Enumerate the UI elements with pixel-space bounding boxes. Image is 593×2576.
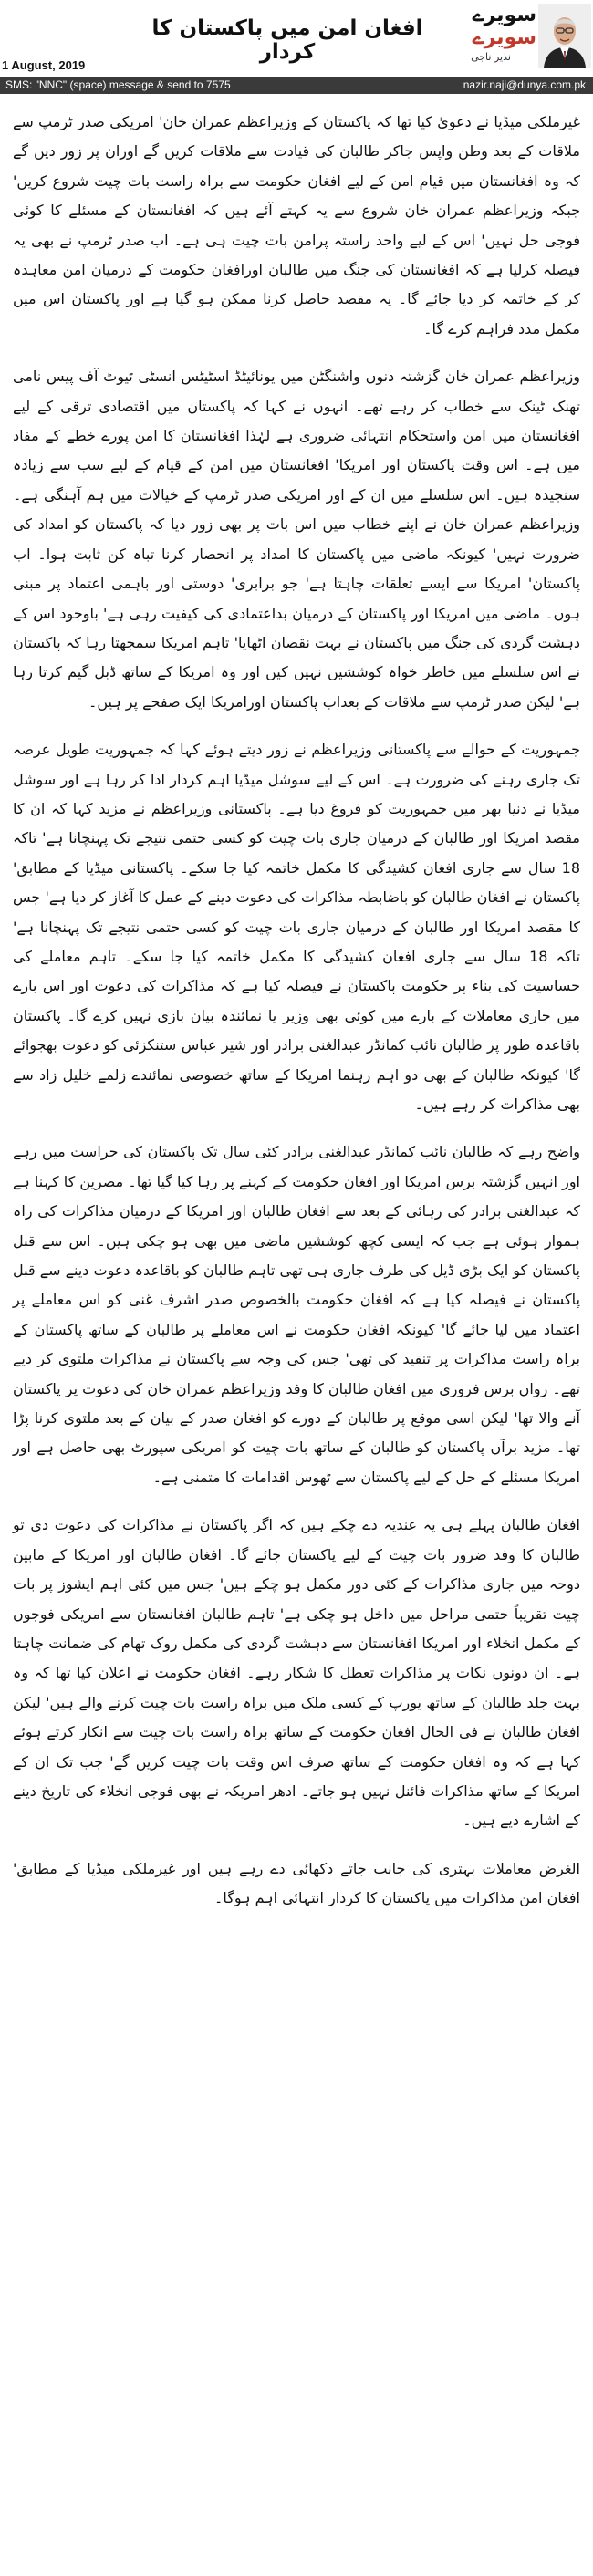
article-paragraph: واضح رہے کہ طالبان نائب کمانڈر عبدالغنی برادر کئی سال تک پاکستان کی حراست میں رہے اور انہیں گزشتہ برس امریکا اور افغان حکومت کے کہنے پر رہا کیا گیا تھا۔ مصرین کا کہنا ہے کہ عبدالغنی برادر کی رہائی کے بعد سے افغان طالبان اور امریکا کے درمیان مذاکرات کی راہ ہموار ہوئی ہے جب کہ ایسی کچھ کوششیں ماضی میں بھی ہو چکی ہیں۔ اس سے قبل پاکستان کو ایک بڑی ڈیل کی طرف جاری ہی تھی تاہم طالبان کو باقاعدہ دعوت دینے سے قبل پاکستان نے فیصلہ کیا ہے کہ افغان حکومت بالخصوص صدر اشرف غنی کو اس معاملے پر اعتماد میں لیا جائے گا' کیونکہ افغان حکومت نے اس معاملے پر طالبان کے ساتھ پاکستان کے براہ راست مذاکرات پر تنقید کی تھی' جس کی وجہ سے پاکستان نے مذاکرات ملتوی کر دیے تھے۔ رواں برس فروری میں افغان طالبان کا وفد وزیراعظم عمران خان کی دعوت پر پاکستان آنے والا تھا' لیکن اسی موقع پر طالبان کے دورے کو افغان صدر کے بیان کے بعد ملتوی کرنا پڑا تھا۔ مزید برآں پاکستان کو طالبان کے ساتھ بات چیت کو امریکی سپورٹ بھی حاصل ہے اور امریکا مسئلے کے حل کے لیے پاکستان سے ٹھوس اقدامات کا متمنی ہے۔ <box>13 1143 580 1486</box>
author-email: nazir.naji@dunya.com.pk <box>463 78 586 91</box>
article-paragraph: جمہوریت کے حوالے سے پاکستانی وزیراعظم نے زور دیتے ہوئے کہا کہ جمہوریت طویل عرصہ تک جاری رہنے کی ضرورت ہے۔ اس کے لیے سوشل میڈیا اہم کردار ادا کر رہا ہے اور سوشل میڈیا نے دنیا بھر میں جمہوریت کو فروغ دیا ہے۔ پاکستانی وزیراعظم نے مزید کہا کہ ان کا مقصد امریکا اور طالبان کے درمیان جاری بات چیت کو کسی حتمی نتیجے تک پہنچانا ہے' تاکہ 18 سال سے جاری افغان کشیدگی کا مکمل خاتمہ کیا جا سکے۔ پاکستانی میڈیا کے مطابق' پاکستان نے افغان طالبان کو باضابطہ مذاکرات کی دعوت دینے کے عمل کا آغاز کر دیا ہے' جس کا مقصد امریکا اور طالبان کے درمیان جاری بات چیت کو کسی حتمی نتیجے تک پہنچانا ہے' تاکہ 18 سال سے جاری افغان کشیدگی کا مکمل خاتمہ کیا جا سکے۔ تاہم معاملے کی حساسیت کی بناء پر حکومت پاکستان نے فیصلہ کیا ہے کہ مذاکرات کی دعوت اور اس بارے میں جاری معاملات کے بارے میں کوئی بھی وزیر یا نمائندہ بیان بازی نہیں کرے گا۔ پاکستان باقاعدہ طور پر طالبان نائب کمانڈر عبدالغنی برادر اور شیر عباس ستنکزئی کو دعوت بھجوائے گا' کیونکہ طالبان کے بھی دو اہم رہنما امریکا کے ساتھ خصوصی نمائندے زلمے خلیل زاد سے بھی مذاکرات کر رہے ہیں۔ <box>13 741 581 1113</box>
article-paragraph: غیرملکی میڈیا نے دعویٰ کیا تھا کہ پاکستان کے وزیراعظم عمران خان' امریکی صدر ٹرمپ سے ملاقات کے بعد وطن واپس جاکر طالبان کی قیادت سے ملاقات کریں گے اوران پر زور دیں گے کہ وہ افغانستان میں قیام امن کے لیے افغان حکومت سے براہ راست بات چیت شروع کریں' جبکہ وزیراعظم عمران خان شروع سے یہ کہتے آئے ہیں کہ افغانستان کے مسئلے کا کوئی فوجی حل نہیں' اس کے لیے واحد راستہ پرامن بات چیت ہی ہے۔ اب صدر ٹرمپ نے بھی یہ فیصلہ کرلیا ہے کہ افغانستان کی جنگ میں طالبان اورافغان حکومت کے درمیان امن معاہدہ کر کے خاتمہ کر دیا جائے گا۔ یہ مقصد حاصل کرنا ممکن ہو گیا ہے اور پاکستان اس میں مکمل مدد فراہم کرے گا۔ <box>13 113 580 338</box>
sms-instruction: SMS: "NNC" (space) message & send to 7575 <box>5 78 231 91</box>
author-name: نذیر ناجی <box>471 51 511 63</box>
article-paragraph: افغان طالبان پہلے ہی یہ عندیہ دے چکے ہیں کہ اگر پاکستان نے مذاکرات کی دعوت دی تو طالبان کا وفد ضرور بات چیت کے لیے پاکستان جائے گا۔ افغان طالبان اور امریکا کے مابین دوحہ میں جاری مذاکرات کے کئی دور مکمل ہو چکے ہیں' جس میں کئی اہم ایشوز پر بات چیت تقریباً حتمی مراحل میں داخل ہو چکی ہے' تاہم طالبان افغانستان سے امریکی فوجوں کے مکمل انخلاء اور امریکا افغانستان سے دہشت گردی کی مکمل روک تھام کی ضمانت چاہتا ہے۔ ان دونوں نکات پر مذاکرات تعطل کا شکار رہے۔ افغان حکومت نے اعلان کیا تھا کہ وہ بہت جلد طالبان کے ساتھ یورپ کے کسی ملک میں براہ راست بات چیت کرنے والے ہیں' لیکن افغان طالبان نے فی الحال افغان حکومت کے ساتھ براہ راست بات چیت سے انکار کرتے ہوئے کہا ہے کہ وہ افغان حکومت کے ساتھ صرف اس وقت بات چیت کریں گے' جب تک ان کے امریکا کے ساتھ مذاکرات فائنل نہیں ہو جاتے۔ ادھر امریکہ نے بھی فوجی انخلاء کی تاریخ دینے کے اشارے دیے ہیں۔ <box>13 1516 580 1830</box>
publish-date: 1 August, 2019 <box>2 58 86 72</box>
contact-bar <box>0 77 593 94</box>
author-portrait-image <box>538 4 591 68</box>
article-header <box>0 0 593 75</box>
column-logo <box>445 4 536 68</box>
logo-text-top: سویرے <box>472 4 536 26</box>
author-portrait <box>538 4 591 68</box>
article-title: افغان امن میں پاکستان کا کردار <box>151 16 423 64</box>
article-body <box>13 108 580 1932</box>
article-paragraph: وزیراعظم عمران خان گزشتہ دنوں واشنگٹن میں یونائیٹڈ اسٹیٹس انسٹی ٹیوٹ آف پیس نامی تھنک ٹینک سے خطاب کر رہے تھے۔ انہوں نے کہا کہ پاکستان میں اقتصادی ترقی کے لیے افغانستان میں امن واستحکام انتہائی ضروری ہے لہٰذا افغانستان کا امن پورے خطے کے مفاد میں ہے۔ اس وقت پاکستان اور امریکا' افغانستان میں امن کے قیام کے لیے سب سے زیادہ سنجیدہ ہیں۔ اس سلسلے میں ان کے اور امریکی صدر ٹرمپ کے خیالات میں ہم آہنگی ہے۔ وزیراعظم عمران خان نے اپنے خطاب میں اس بات پر بھی زور دیا کہ پاکستان کو امداد کی ضرورت نہیں' کیونکہ ماضی میں پاکستان کا امداد پر انحصار کرنا تباہ کن ثابت ہوا۔ اب پاکستان' امریکا سے ایسے تعلقات چاہتا ہے' جو برابری' دوستی اور باہمی اعتماد پر مبنی ہوں۔ ماضی میں امریکا اور پاکستان کے درمیان بداعتمادی کی کیفیت رہی ہے' باوجود اس کے دہشت گردی کی جنگ میں پاکستان نے بہت نقصان اٹھایا' تاہم امریکا سمجھتا رہا کہ پاکستان نے اس سلسلے میں خاطر خواہ کوششیں نہیں کیں اور وہ امریکا کے ساتھ ڈبل گیم کرتا رہا ہے' لیکن صدر ٹرمپ سے ملاقات کے بعداب پاکستان اورامریکا ایک صفحے پر ہیں۔ <box>13 368 580 711</box>
logo-text-bottom: سویرے <box>472 26 536 49</box>
article-paragraph: الغرض معاملات بہتری کی جانب جاتے دکھائی دے رہے ہیں اور غیرملکی میڈیا کے مطابق' افغان امن مذاکرات میں پاکستان کا کردار انتہائی اہم ہوگا۔ <box>13 1859 580 1907</box>
